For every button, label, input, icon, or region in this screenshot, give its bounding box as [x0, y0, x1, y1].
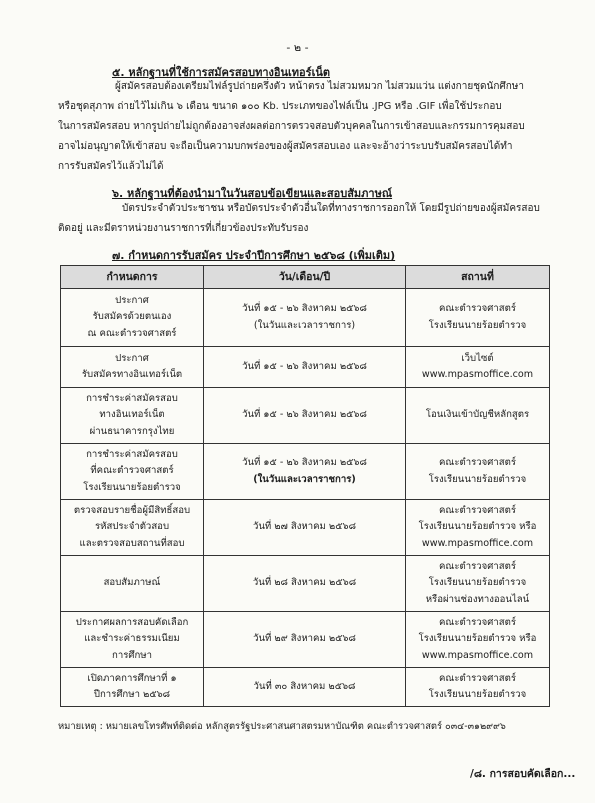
cell-line: ตรวจสอบรายชื่อผู้มีสิทธิ์สอบ	[73, 504, 191, 516]
section-5-line: อาจไม่อนุญาตให้เข้าสอบ จะถือเป็นความบกพร่องของผู้สมัครสอบเอง และจะอ้างว่าระบบรับสมัครสอบได้ทำ	[58, 141, 513, 152]
cell-line: วันที่ ๑๕ - ๒๖ สิงหาคม ๒๕๖๘	[242, 409, 367, 421]
cell-line: โรงเรียนนายร้อยตำรวจ	[428, 577, 527, 589]
cell-line: คณะตำรวจศาสตร์	[439, 303, 516, 314]
section-5-line: หรือชุดสุภาพ ถ่ายไว้ไม่เกิน ๖ เดือน ขนาด ๑๐๐ Kb. ประเภทของไฟล์เป็น .JPG หรือ .GIF เพื่อใช้ประกอบ	[58, 101, 502, 112]
cell-line: วันที่ ๒๘ สิงหาคม ๒๕๖๘	[252, 577, 357, 589]
date-cell	[204, 444, 406, 500]
table-row	[61, 444, 550, 500]
table-row	[61, 388, 550, 444]
table-row	[61, 556, 550, 612]
section-6-line: บัตรประจำตัวประชาชน หรือบัตรประจำตัวอื่นใดที่ทางราชการออกให้ โดยมีรูปถ่ายของผู้สมัครสอบ	[122, 203, 540, 214]
cell-line: รหัสประจำตัวสอบ	[94, 521, 170, 533]
cell-line: โรงเรียนนายร้อยตำรวจ หรือ	[418, 633, 537, 645]
schedule-table	[60, 265, 550, 707]
cell-line: โรงเรียนนายร้อยตำรวจ	[83, 481, 181, 493]
cell-line: วันที่ ๑๕ - ๒๖ สิงหาคม ๒๕๖๘	[242, 457, 367, 468]
date-cell	[204, 347, 406, 388]
activity-cell	[61, 388, 204, 444]
table-row	[61, 289, 550, 347]
website-link[interactable]: www.mpasmoffice.com	[421, 649, 534, 661]
activity-cell	[61, 347, 204, 388]
section-6-heading: ๖. หลักฐานที่ต้องนำมาในวันสอบข้อเขียนและสอบสัมภาษณ์	[112, 187, 393, 200]
cell-line: ณ คณะตำรวจศาสตร์	[87, 327, 177, 339]
cell-line: (ในวันและเวลาราชการ)	[253, 473, 356, 485]
section-5-line: ผู้สมัครสอบต้องเตรียมไฟล์รูปถ่ายครึ่งตัว หน้าตรง ไม่สวมหมวก ไม่สวมแว่น แต่งกายชุดนักศึกษา	[115, 81, 524, 92]
activity-cell	[61, 444, 204, 500]
date-cell	[204, 500, 406, 556]
website-link[interactable]: www.mpasmoffice.com	[421, 369, 534, 380]
cell-line: หรือผ่านช่องทางออนไลน์	[425, 593, 530, 605]
cell-line: วันที่ ๒๗ สิงหาคม ๒๕๖๘	[252, 521, 357, 533]
activity-cell	[61, 668, 204, 707]
section-5-heading: ๕. หลักฐานที่ใช้การสมัครสอบทางอินเทอร์เน็ต	[112, 66, 330, 79]
section-5-line: ในการสมัครสอบ หากรูปถ่ายไม่ถูกต้องอาจส่งผลต่อการตรวจสอบตัวบุคคลในการเข้าสอบและกรรมการคุมสอบ	[58, 121, 525, 132]
section-5-body	[58, 77, 525, 177]
section-6-body	[58, 199, 540, 239]
cell-line: และตรวจสอบสถานที่สอบ	[79, 537, 185, 549]
date-cell	[204, 668, 406, 707]
cell-line: วันที่ ๑๕ - ๒๖ สิงหาคม ๒๕๖๘	[242, 303, 367, 314]
cell-line: การศึกษา	[112, 649, 152, 661]
header-date: วัน/เดือน/ปี	[204, 266, 406, 289]
place-cell	[406, 347, 550, 388]
place-cell	[406, 444, 550, 500]
cell-line: ที่คณะตำรวจศาสตร์	[90, 465, 174, 477]
table-row	[61, 347, 550, 388]
place-cell	[406, 556, 550, 612]
cell-line: ปีการศึกษา ๒๕๖๘	[93, 689, 171, 700]
place-cell	[406, 289, 550, 347]
place-cell	[406, 500, 550, 556]
cell-line: โรงเรียนนายร้อยตำรวจ	[428, 319, 527, 331]
cell-line: คณะตำรวจศาสตร์	[439, 504, 516, 516]
cell-line: วันที่ ๓๐ สิงหาคม ๒๕๖๘	[253, 680, 356, 692]
cell-line: โรงเรียนนายร้อยตำรวจ หรือ	[418, 521, 537, 533]
header-activity: กำหนดการ	[61, 266, 204, 289]
cell-line: คณะตำรวจศาสตร์	[439, 616, 516, 628]
section-6-line: ติดอยู่ และมีตราหน่วยงานราชการที่เกี่ยวข้องประทับรับรอง	[58, 223, 309, 234]
table-header-row	[61, 266, 550, 289]
cell-line: วันที่ ๒๙ สิงหาคม ๒๕๖๘	[253, 633, 356, 645]
date-cell	[204, 289, 406, 347]
activity-cell	[61, 289, 204, 347]
table-row	[61, 500, 550, 556]
page-number: - ๒ -	[286, 41, 309, 54]
cell-line: ประกาศ	[115, 352, 149, 364]
cell-line: คณะตำรวจศาสตร์	[439, 457, 516, 468]
cell-line: สอบสัมภาษณ์	[103, 577, 161, 589]
cell-line: โอนเงินเข้าบัญชีหลักสูตร	[425, 409, 530, 421]
website-link[interactable]: www.mpasmoffice.com	[421, 537, 534, 549]
cell-line: การชำระค่าสมัครสอบ	[86, 392, 178, 404]
date-cell	[204, 556, 406, 612]
place-cell	[406, 668, 550, 707]
place-cell	[406, 388, 550, 444]
cell-line: ทางอินเทอร์เน็ต	[99, 409, 165, 421]
cell-line: คณะตำรวจศาสตร์	[439, 560, 516, 572]
section-5-line: การรับสมัครไว้แล้วไม่ได้	[58, 161, 164, 172]
date-cell	[204, 388, 406, 444]
cell-line: รับสมัครด้วยตนเอง	[92, 311, 172, 323]
table-row	[61, 668, 550, 707]
cell-line: และชำระค่าธรรมเนียม	[84, 633, 180, 645]
cell-line: โรงเรียนนายร้อยตำรวจ	[428, 689, 527, 700]
cell-line: เปิดภาคการศึกษาที่ ๑	[87, 672, 177, 684]
cell-line: ผ่านธนาคารกรุงไทย	[89, 425, 175, 437]
cell-line: คณะตำรวจศาสตร์	[439, 672, 516, 684]
section-7-heading: ๗. กำหนดการรับสมัคร ประจำปีการศึกษา ๒๕๖๘ (เพิ่มเติม)	[112, 249, 396, 262]
table-row	[61, 612, 550, 668]
activity-cell	[61, 556, 204, 612]
activity-cell	[61, 612, 204, 668]
cell-line: เว็บไซต์	[461, 352, 494, 364]
cell-line: รับสมัครทางอินเทอร์เน็ต	[81, 369, 183, 380]
place-cell	[406, 612, 550, 668]
continuation-marker: /๘. การสอบคัดเลือก...	[470, 768, 576, 780]
cell-line: การชำระค่าสมัครสอบ	[86, 448, 178, 460]
footnote: หมายเหตุ : หมายเลขโทรศัพท์ติดต่อ หลักสูตรรัฐประศาสนศาสตรมหาบัณฑิต คณะตำรวจศาสตร์ ๐๓๔-๓๑๒๙๙๖	[58, 721, 506, 732]
cell-line: โรงเรียนนายร้อยตำรวจ	[428, 473, 527, 485]
activity-cell	[61, 500, 204, 556]
cell-line: (ในวันและเวลาราชการ)	[253, 319, 356, 331]
header-place: สถานที่	[406, 266, 550, 289]
cell-line: ประกาศ	[115, 294, 149, 306]
date-cell	[204, 612, 406, 668]
cell-line: ประกาศผลการสอบคัดเลือก	[75, 616, 189, 628]
cell-line: วันที่ ๑๕ - ๒๖ สิงหาคม ๒๕๖๘	[242, 360, 367, 372]
